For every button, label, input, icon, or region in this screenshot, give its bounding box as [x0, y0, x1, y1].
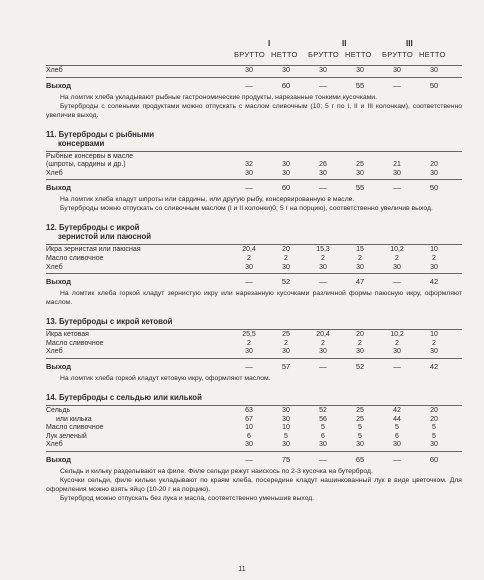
- recipe-title: [46, 223, 462, 241]
- quantity-cell: 56: [319, 415, 327, 423]
- quantity-cell: 2: [321, 254, 325, 262]
- yield-rule: [46, 77, 462, 78]
- quantity-cell: 30: [393, 441, 401, 449]
- quantity-cell: 25,5: [242, 331, 256, 339]
- quantity-cell: 30: [356, 67, 364, 74]
- yield-value: 42: [429, 277, 439, 287]
- recipe-text: [46, 195, 462, 213]
- ingredient-name: Хлеб: [46, 169, 63, 177]
- yield-value: 75: [281, 454, 291, 464]
- quantity-cell: 2: [395, 254, 399, 262]
- quantity-cell: 30: [356, 441, 364, 449]
- yield-value: 55: [355, 183, 365, 193]
- quantity-cell: 30: [282, 67, 290, 74]
- column-ii-number: II: [342, 39, 347, 48]
- ingredient-table: [46, 246, 462, 272]
- quantity-cell: 2: [247, 339, 251, 347]
- ingredient-row: [46, 331, 462, 340]
- ingredient-table: [46, 331, 462, 357]
- yield-value: —: [319, 183, 327, 193]
- ingredient-name: Сельдь: [46, 406, 71, 414]
- quantity-cell: 25: [356, 161, 364, 169]
- yield-row: [46, 181, 462, 195]
- quantity-cell: 2: [395, 339, 399, 347]
- ingredient-row: [46, 407, 462, 416]
- quantity-cell: 30: [356, 169, 364, 177]
- quantity-cell: 10: [282, 424, 290, 432]
- yield-value: —: [245, 183, 253, 193]
- ingredient-name: Рыбные консервы в масле: [46, 152, 134, 160]
- yield-label: Выход: [46, 183, 72, 193]
- quantity-cell: 5: [395, 424, 399, 432]
- net-label-2: НЕТТО: [345, 50, 372, 59]
- quantity-cell: 30: [282, 441, 290, 449]
- yield-value: 50: [429, 183, 439, 193]
- yield-row: [46, 360, 462, 374]
- quantity-cell: 5: [432, 424, 436, 432]
- quantity-cell: 30: [430, 67, 438, 74]
- recipe-paragraph: Бутерброды можно отпускать со сливочным маслом (I и II колонки)0; 5 г на порцию), соответственно увеличив выход.: [60, 205, 433, 213]
- ingredient-name: или килька: [56, 415, 92, 423]
- yield-rule: [46, 358, 462, 359]
- quantity-cell: 30: [245, 263, 253, 271]
- yield-value: —: [245, 277, 253, 287]
- recipe-title-line1: 11. Бутерброды с рыбными: [46, 129, 155, 139]
- recipe-paragraph: На ломтик хлеба укладывают рыбные гастрономические продукты, нарезанные тонкими кусочками.: [60, 93, 377, 101]
- table-top-rule: [46, 405, 462, 406]
- ingredient-name: Масло сливочное: [46, 339, 104, 347]
- quantity-cell: 30: [356, 263, 364, 271]
- yield-row: [46, 453, 462, 467]
- quantity-cell: 44: [393, 415, 401, 423]
- ingredient-name: Хлеб: [46, 441, 63, 449]
- quantity-cell: 2: [321, 339, 325, 347]
- recipe-title: [46, 393, 462, 402]
- yield-value: —: [393, 454, 401, 464]
- recipe-paragraph: На ломтик хлеба кладут шпроты или сардины, или другую рыбу, консервированную в масле.: [60, 196, 355, 204]
- table-top-rule: [46, 329, 462, 330]
- yield-value: —: [393, 361, 401, 371]
- recipe-title-line1: 13. Бутерброды с икрой кетовой: [46, 317, 173, 327]
- ingredient-row: [46, 153, 462, 162]
- table-top-rule: [46, 151, 462, 152]
- quantity-cell: 30: [282, 406, 290, 414]
- ingredient-table: [46, 153, 462, 179]
- net-label-1: НЕТТО: [271, 50, 298, 59]
- yield-value: 52: [355, 361, 365, 371]
- quantity-cell: 20: [430, 415, 438, 423]
- column-i-number: I: [268, 39, 271, 48]
- quantity-cell: 30: [319, 67, 327, 74]
- ingredient-name: Масло сливочное: [46, 424, 104, 432]
- yield-value: —: [245, 361, 253, 371]
- yield-rule: [46, 451, 462, 452]
- yield-label: Выход: [46, 80, 72, 90]
- quantity-cell: 67: [245, 415, 253, 423]
- quantity-cell: 42: [393, 406, 401, 414]
- yield-value: —: [319, 454, 327, 464]
- yield-value: 47: [355, 277, 365, 287]
- ingredient-row: [46, 416, 462, 425]
- section-14: [46, 393, 462, 503]
- yield-value: 52: [281, 277, 291, 287]
- yield-value: 65: [355, 454, 365, 464]
- ingredient-row: [46, 246, 462, 255]
- recipe-title: [46, 317, 462, 326]
- quantity-cell: 30: [430, 263, 438, 271]
- quantity-cell: 21: [393, 161, 401, 169]
- ingredient-row: [46, 441, 462, 450]
- ingredient-row: [46, 348, 462, 357]
- quantity-cell: 10: [430, 246, 438, 254]
- quantity-cell: 30: [282, 161, 290, 169]
- section-11: [46, 130, 462, 214]
- recipe-paragraph: Кусочки сельди, филе кильки укладывают по краям хлеба, посередине кладут нашинкованный лук в виде цветочком. Для оформления можно взять яйцо (10-20 г на порцию).: [46, 476, 462, 493]
- page-number: 11: [238, 566, 246, 573]
- yield-value: —: [393, 183, 401, 193]
- quantity-cell: 30: [393, 263, 401, 271]
- quantity-cell: 30: [393, 67, 401, 74]
- ingredient-name: Хлеб: [46, 263, 63, 271]
- ingredient-name: Икра кетовая: [46, 331, 89, 339]
- gross-label-2: БРУТТО: [308, 50, 339, 59]
- quantity-cell: 2: [284, 339, 288, 347]
- recipe-title-line2: зернистой или паюсной: [58, 232, 152, 242]
- quantity-cell: 30: [356, 348, 364, 356]
- yield-label: Выход: [46, 277, 72, 287]
- yield-value: 55: [355, 80, 365, 90]
- ingredient-row: [46, 255, 462, 264]
- quantity-cell: 30: [245, 441, 253, 449]
- quantity-cell: 30: [430, 169, 438, 177]
- quantity-cell: 6: [247, 432, 251, 440]
- quantity-cell: 10,2: [390, 246, 404, 254]
- quantity-cell: 2: [432, 254, 436, 262]
- yield-value: —: [245, 454, 253, 464]
- yield-value: 60: [429, 454, 439, 464]
- yield-value: —: [319, 80, 327, 90]
- quantity-cell: 52: [319, 406, 327, 414]
- ingredient-name: Икра зернистая или паюсная: [46, 246, 141, 254]
- quantity-cell: 20: [282, 246, 290, 254]
- section-13: [46, 317, 462, 383]
- yield-rule: [46, 179, 462, 180]
- quantity-cell: 5: [284, 432, 288, 440]
- yield-row: [46, 275, 462, 289]
- yield-rule: [46, 273, 462, 274]
- quantity-cell: 25: [356, 406, 364, 414]
- ingredient-row: [46, 340, 462, 349]
- ingredient-row: [46, 264, 462, 273]
- recipe-text: [46, 467, 462, 503]
- column-iii-number: III: [406, 39, 413, 48]
- quantity-cell: 30: [245, 169, 253, 177]
- table-top-rule: [46, 244, 462, 245]
- quantity-cell: 5: [358, 424, 362, 432]
- ingredient-name: Лук зеленый: [46, 432, 87, 440]
- recipe-text: [46, 93, 462, 120]
- recipe-paragraph: На ломтик хлеба горкой кладут кетовую икру, оформляют маслом.: [60, 374, 271, 382]
- quantity-cell: 30: [282, 263, 290, 271]
- quantity-cell: 20: [430, 406, 438, 414]
- quantity-cell: 2: [247, 254, 251, 262]
- recipe-text: [46, 374, 462, 383]
- quantity-cell: 10,2: [390, 331, 404, 339]
- quantity-cell: 25: [282, 331, 290, 339]
- yield-value: 50: [429, 80, 439, 90]
- ingredient-row: [46, 67, 462, 76]
- quantity-cell: 5: [432, 432, 436, 440]
- quantity-cell: 30: [393, 169, 401, 177]
- quantity-cell: 30: [430, 441, 438, 449]
- gross-label-1: БРУТТО: [234, 50, 265, 59]
- quantity-cell: 2: [432, 339, 436, 347]
- ingredient-row: [46, 170, 462, 179]
- quantity-cell: 6: [395, 432, 399, 440]
- yield-value: 42: [429, 361, 439, 371]
- ingredient-name: (шпроты, сардины и др.): [46, 161, 126, 169]
- quantity-cell: 63: [245, 406, 253, 414]
- yield-value: 60: [281, 183, 291, 193]
- quantity-cell: 26: [319, 161, 327, 169]
- recipe-title-line1: 12. Бутерброды с икрой: [46, 223, 140, 233]
- ingredient-row: [46, 161, 462, 170]
- ingredient-name: Масло сливочное: [46, 254, 104, 262]
- quantity-cell: 30: [282, 169, 290, 177]
- quantity-cell: 20: [430, 161, 438, 169]
- quantity-cell: 32: [245, 161, 253, 169]
- quantity-cell: 10: [245, 424, 253, 432]
- quantity-cell: 2: [284, 254, 288, 262]
- quantity-cell: 30: [319, 348, 327, 356]
- yield-label: Выход: [46, 454, 72, 464]
- recipe-paragraph: Бутерброды с солеными продуктами можно отпускать с маслом сливочным (10; 5 г по I, II и III колонкам), соответственно увеличив выход.: [46, 102, 462, 119]
- quantity-cell: 30: [319, 169, 327, 177]
- quantity-cell: 15,3: [316, 246, 330, 254]
- quantity-cell: 6: [321, 432, 325, 440]
- recipe-paragraph: Бутерброд можно отпускать без лука и масла, соответственно уменьшив выход.: [60, 494, 315, 502]
- recipe-title-line2: консервами: [58, 138, 105, 148]
- quantity-cell: 20: [356, 331, 364, 339]
- ingredient-name: Хлеб: [46, 67, 63, 74]
- yield-value: —: [245, 80, 253, 90]
- quantity-cell: 20,4: [242, 246, 256, 254]
- ingredient-name: Хлеб: [46, 348, 63, 356]
- net-label-3: НЕТТО: [419, 50, 446, 59]
- recipe-title: [46, 130, 462, 148]
- section-12: [46, 223, 462, 307]
- quantity-cell: 5: [358, 432, 362, 440]
- yield-value: —: [393, 277, 401, 287]
- yield-value: 57: [281, 361, 291, 371]
- quantity-cell: 25: [356, 415, 364, 423]
- recipe-text: [46, 289, 462, 307]
- ingredient-table: [46, 407, 462, 450]
- quantity-cell: 30: [430, 348, 438, 356]
- yield-value: —: [319, 277, 327, 287]
- quantity-cell: 30: [245, 348, 253, 356]
- quantity-cell: 30: [245, 67, 253, 74]
- column-header: [46, 30, 462, 64]
- yield-row: [46, 79, 462, 93]
- quantity-cell: 30: [319, 263, 327, 271]
- quantity-cell: 2: [358, 339, 362, 347]
- section-top: [46, 67, 462, 120]
- quantity-cell: 30: [282, 415, 290, 423]
- quantity-cell: 10: [430, 331, 438, 339]
- yield-value: 60: [281, 80, 291, 90]
- quantity-cell: 15: [356, 246, 364, 254]
- yield-label: Выход: [46, 361, 72, 371]
- yield-value: —: [319, 361, 327, 371]
- quantity-cell: 30: [319, 441, 327, 449]
- ingredient-row: [46, 433, 462, 442]
- ingredient-row: [46, 424, 462, 433]
- quantity-cell: 30: [393, 348, 401, 356]
- quantity-cell: 20,4: [316, 331, 330, 339]
- ingredient-table: [46, 67, 462, 76]
- recipe-title-line1: 14. Бутерброды с сельдью или килькой: [46, 392, 202, 402]
- gross-label-3: БРУТТО: [382, 50, 413, 59]
- yield-value: —: [393, 80, 401, 90]
- quantity-cell: 2: [358, 254, 362, 262]
- recipe-paragraph: Сельдь и кильку разделывают на филе. Филе сельди режут наискось по 2-3 кусочка на бутерброд.: [60, 467, 373, 475]
- header-rule: [46, 65, 462, 66]
- recipe-paragraph: На ломтик хлеба горкой кладут зернистую икру или нарезанную кусочками различной формы паюсную икру, оформляют маслом.: [46, 290, 462, 307]
- quantity-cell: 30: [282, 348, 290, 356]
- quantity-cell: 5: [321, 424, 325, 432]
